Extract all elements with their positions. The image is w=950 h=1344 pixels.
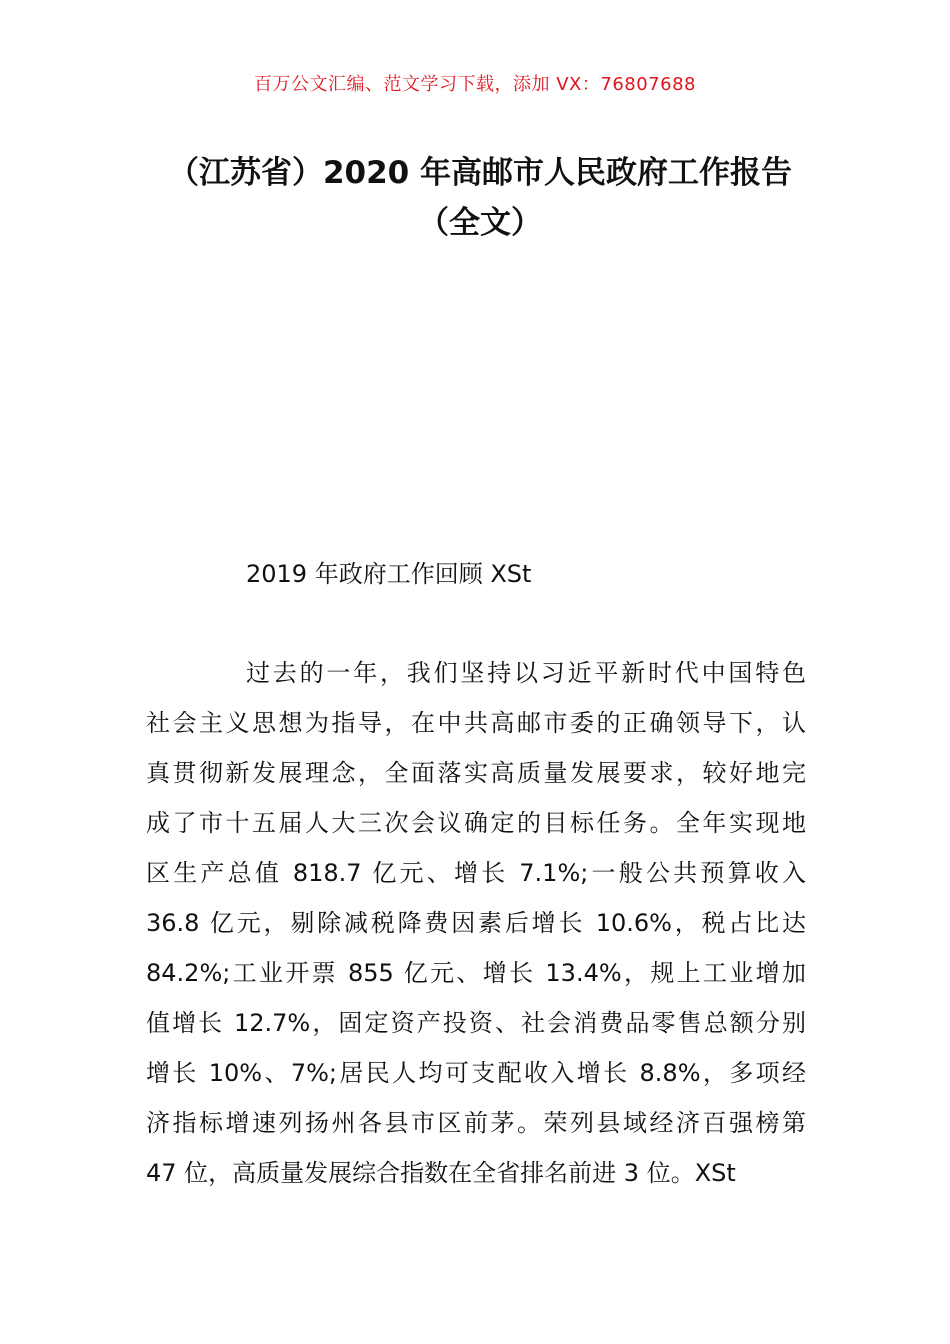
paragraph-line: 过去的一年，我们坚持以习近平新时代中国特色 [246, 659, 806, 687]
paragraph-line: 成了市十五届人大三次会议确定的目标任务。全年实现地 [146, 809, 806, 837]
paragraph-line: 47 位，高质量发展综合指数在全省排名前进 3 位。XSt [146, 1159, 736, 1187]
header-note: 百万公文汇编、范文学习下载，添加 VX：76807688 [254, 74, 696, 95]
paragraph-line: 社会主义思想为指导，在中共高邮市委的正确领导下，认 [146, 709, 806, 737]
section-heading: 2019 年政府工作回顾 XSt [246, 560, 532, 588]
document-title: （江苏省）2020 年高邮市人民政府工作报告（全文） [167, 155, 793, 241]
paragraph-line: 区生产总值 818.7 亿元、增长 7.1%;一般公共预算收入 [146, 859, 806, 887]
paragraph-line: 36.8 亿元，剔除减税降费因素后增长 10.6%，税占比达 [146, 909, 806, 937]
paragraph-line: 84.2%;工业开票 855 亿元、增长 13.4%，规上工业增加 [146, 959, 806, 987]
paragraph-line: 增长 10%、7%;居民人均可支配收入增长 8.8%，多项经 [146, 1059, 806, 1087]
paragraph-line: 真贯彻新发展理念，全面落实高质量发展要求，较好地完 [146, 759, 806, 787]
paragraph-line: 值增长 12.7%，固定资产投资、社会消费品零售总额分别 [146, 1009, 806, 1037]
paragraph-line: 济指标增速列扬州各县市区前茅。荣列县域经济百强榜第 [146, 1109, 806, 1137]
